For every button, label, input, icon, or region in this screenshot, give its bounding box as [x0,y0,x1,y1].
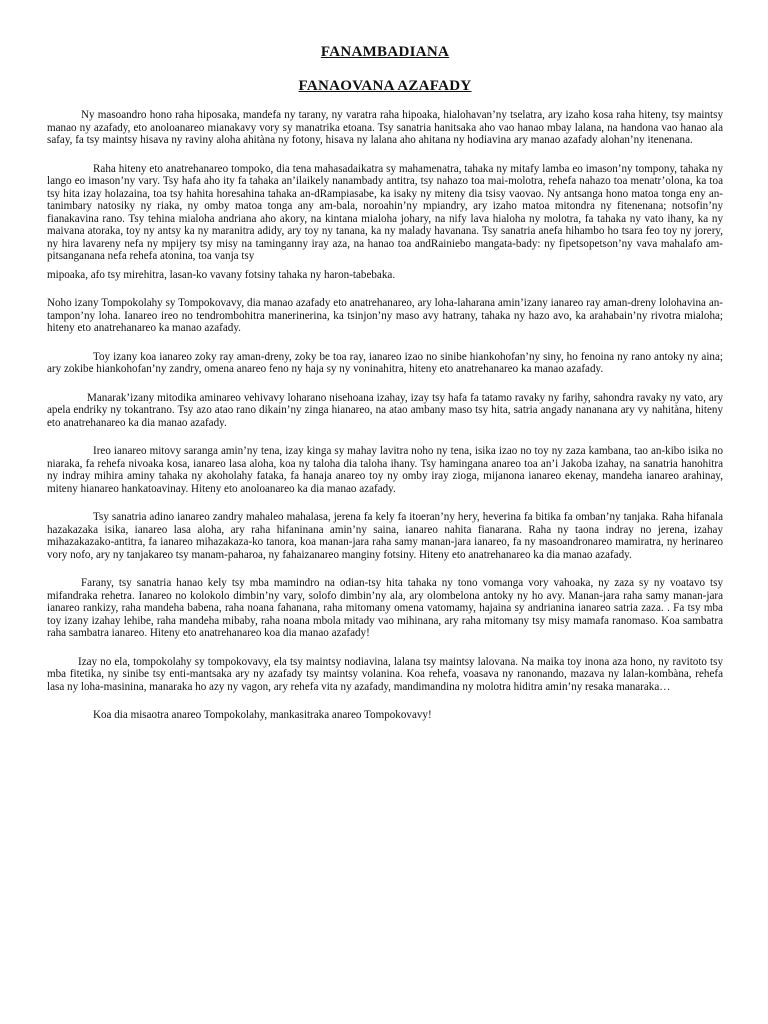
body-paragraph: Izay no ela, tompokolahy sy tompokovavy, ela tsy maintsy nodiavina, lalana tsy maintsy lalovana. Na maika toy inona aza hono, ny ravitoto tsy mba fitetika, ny sinibe tsy enti-mantsaka ary ny azafady tsy maintsy volanina. Koa rehefa, voasava ny ranonando, mazava ny lalan-kombàna, rehefa lasa ny loha-masinina, manaraka ho azy ny vagon, ary rehefa vita ny azafady, mandimandina ny molotra hiditra amin’ny resaka manaraka… [47,655,723,693]
document-page [47,43,723,738]
body-paragraph: Koa dia misaotra anareo Tompokolahy, mankasitraka anareo Tompokovavy! [93,709,432,721]
body-paragraph: Toy izany koa ianareo zoky ray aman-dreny, zoky be toa ray, ianareo izao no sinibe hiankohofan’ny siny, ho fenoina ny rano antoky ny aina; ary zokibe hiankohofan’ny zandry, omena anareo feno ny haja sy ny voninahitra, hiteny eto anatrehanareo ka manao azafady. [47,350,723,375]
body-paragraph: Manarak’izany mitodika aminareo vehivavy loharano nisehoana izahay, izay tsy hafa fa tatamo ravaky ny farihy, sahondra ravaky ny vato, ary apela endriky ny tokantrano. Tsy azo atao rano dikain’ny zinga hianareo, na atao ambany maso tsy hita, satria angady nananana ary vy nahitàna, hiteny eto anatrehanareo ka dia manao azafady. [47,391,723,429]
body-paragraph: Ny masoandro hono raha hiposaka, mandefa ny tarany, ny varatra raha hipoaka, hialohavan’ny tselatra, ary izaho kosa raha hiteny, tsy maintsy manao ny azafady, eto anoloanareo mianakavy vory sy manatrika etoana. Tsy sanatria hanitsaka aho vao hanao mbay lalana, na handona vao hanao ala safay, fa tsy maintsy hisava ny raviny aloha ahitàna ny fotony, hisava ny lalana aho ahitana ny hodiavina ary manao azafady alohan’ny itenenana. [47,109,723,146]
body-paragraph: Ireo ianareo mitovy saranga amin’ny tena, izay kinga sy mahay lavitra noho ny tena, isika izao no toy ny zaza kambana, tao an-kibo isika no niaraka, fa rehefa nivoaka kosa, ianareo lasa aloha, koa ny taloha dia taloha ihany. Tsy hamingana anareo toa an’i Jakoba izahay, na sanatria hanohitra ny indray mihira aminy tahaka ny akoholahy fataka, fa hanaja anareo toy ny omby iray zioga, mijanona ianareo ekenay, mandeha ianareo arahinay, miteny hianareo hankatoavinay. Hiteny eto anoloanareo ka dia manao azafady. [47,445,723,495]
body-paragraph: Farany, tsy sanatria hanao kely tsy mba mamindro na odian-tsy hita tahaka ny tono vomanga vory vahoaka, ny zaza sy ny voatavo tsy mifandraka rehetra. Ianareo no kolokolo dimbin’ny vary, solofo dimbin’ny ala, ary olombelona antoky ny ho avy. Manan-jara raha samy manan-jara ianareo rankizy, raha mandeha babena, raha noana fahanana, raha mitomany omena vatomamy, hajaina sy andrianina ianareo satria zaza. . Fa tsy mba toy izany izahay lehibe, raha mandeha mibaby, raha noana mbola mitady vao mihinana, ary raha mitomany tsy misy mamafa ranomaso. Koa sambatra raha sambatra ianareo. Hiteny eto anatrehanareo koa dia manao azafady! [47,577,723,639]
body-paragraph: mipoaka, afo tsy mirehitra, lasan-ko vavany fotsiny tahaka ny haron-tabebaka. [47,268,396,281]
document-title: FANAMBADIANA [320,44,450,60]
body-paragraph: Tsy sanatria adino ianareo zandry mahaleo mahalasa, jerena fa kely fa itoeran’ny hery, heverina fa bitika fa omban’ny tanjaka. Raha hifanala hazakazaka isika, ianareo lasa aloha, ary raha hifaninana amin’ny saina, ianareo nahita fianarana. Raha ny taona indray no jerena, izahay mihazakazako-antitra, fa ianareo mihazakaza-ko tanora, koa manan-jara raha samy manan-jara ianareo, fa ny masoandronareo mamiratra, ny herinareo vory nofo, ary ny tanjakareo tsy manam-paharoa, ny fahaizanareo manginy fotsiny. Hiteny eto anatrehanareo ka dia manao azafady. [47,511,723,561]
document-subtitle: FANAOVANA AZAFADY [298,78,472,94]
body-paragraph: Noho izany Tompokolahy sy Tompokovavy, dia manao azafady eto anatrehanareo, ary loha-laharana amin’izany ianareo ray aman-dreny lolohavina an-tampon’ny loha. Ianareo ireo no tendrombohitra manerinerina, ka tsinjon’ny maso avy hatrany, tahaka ny hazo avo, ka arahabain’ny rivotra mialoha; hiteny eto anatrehanareo ka manao azafady. [47,297,723,334]
document-body [47,109,723,722]
body-paragraph: Raha hiteny eto anatrehanareo tompoko, dia tena mahasadaikatra sy mahamenatra, tahaka ny mitafy lamba eo imason’ny tompony, tahaka ny lango eo imason’ny vary. Tsy hafa aho ity fa tahaka an’ilaikely nanambady antitra, tsy nahazo toa mai-molotra, rehefa nahazo toa menatr’olona, ka toa tsy hita izay holazaina, toa tsy hahita horesahina tahaka an-dRampiasabe, ka isaky ny miteny dia tsisy vaovao. Ny antsanga hono matoa tonga eny an-tanimbary natosiky ny riaka, ny omby matoa tonga any am-bala, noroahin’ny mpiandry, ary izaho matoa mitondra ny fitenenana; notsofin’ny fianakavina rano. Tsy tehina mialoha andriana aho akory, na kintana mialoha johary, na nify lava hialoha ny molotra, fa tahaka ny vato ihany, ka ny maivana atoraka, toy ny antsy ka ny maranitra adidy, ary toy ny tanana, ka ny malady havanana. Tsy sanatria anefa hihambo ho tsara feo toy ny jorery, ny hira lavareny nefa ny mpijery tsy misy na taminganny iray aza, na hanao toa andRainiebo mangata-bady: ny fipetsopetson’ny vava mahalafo am-pitsanganana nefa rehefa atonina, toa vanja tsy [47,162,723,262]
